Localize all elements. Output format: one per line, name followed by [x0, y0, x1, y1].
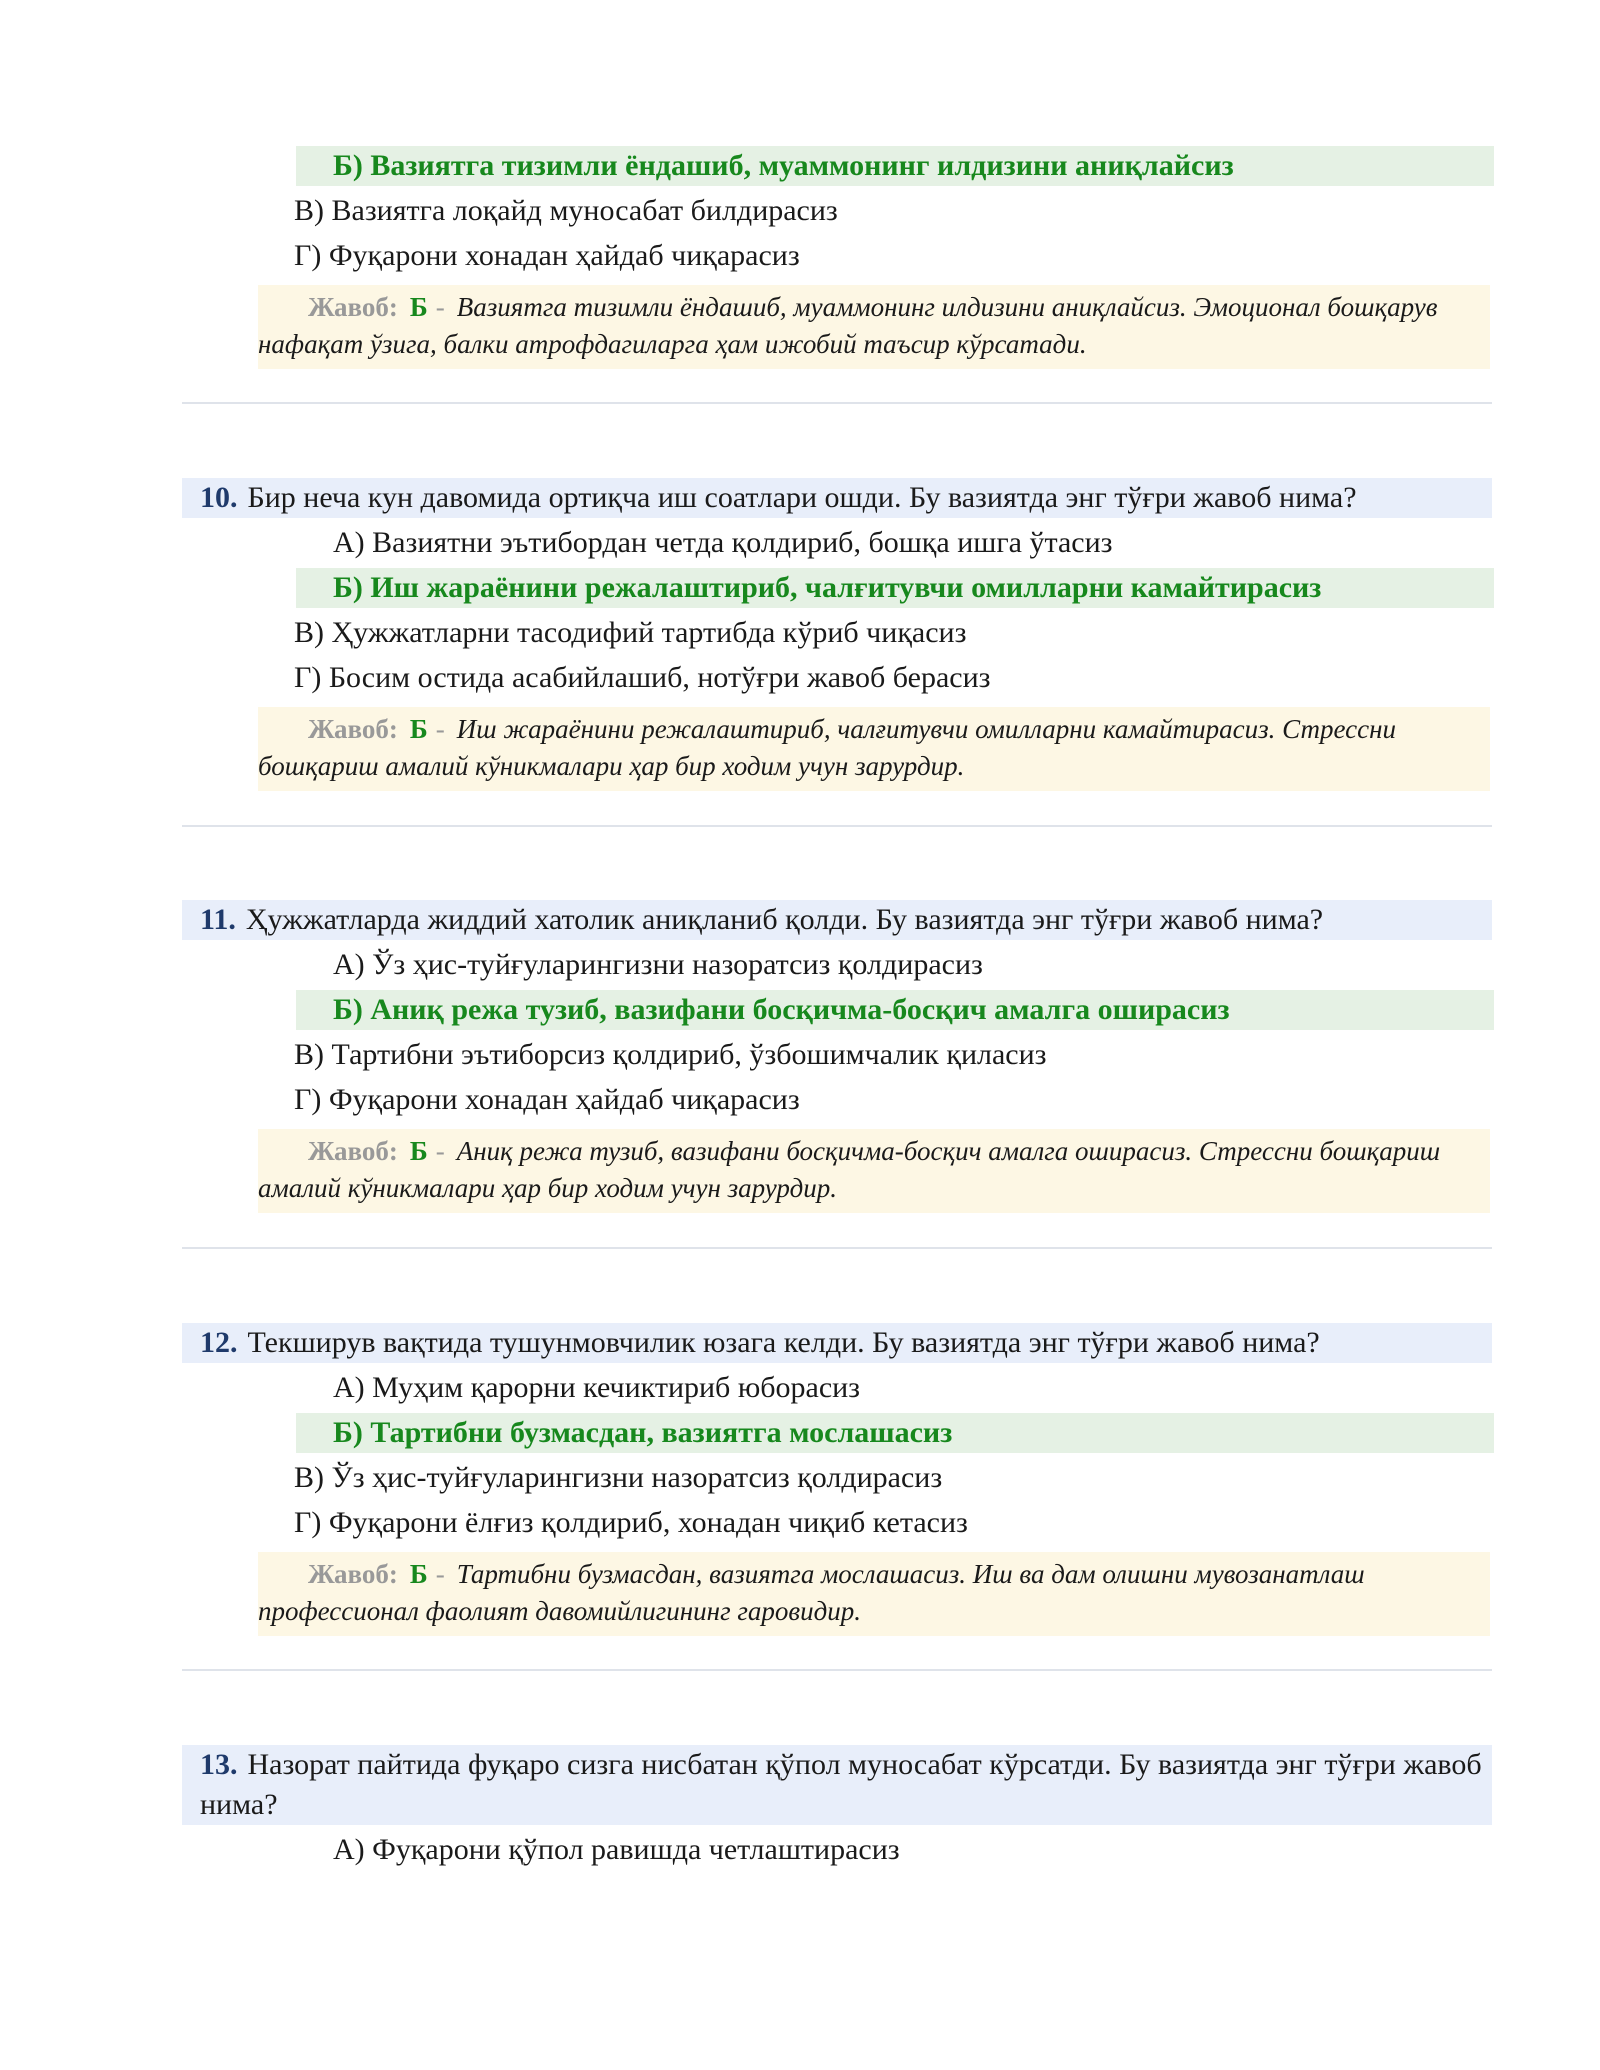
q9-option-g: Г) Фуқарони хонадан ҳайдаб чиқарасиз: [294, 239, 800, 272]
q10-option-g: Г) Босим остида асабийлашиб, нотўғри жавоб берасиз: [294, 661, 991, 694]
q12-answer-box: [258, 1552, 1490, 1636]
q10-option-b-correct: Б) Иш жараёнини режалаштириб, чалғитувчи омилларни камайтирасиз: [296, 568, 1494, 608]
answer-label: Жавоб:: [308, 714, 398, 744]
q11-question: [182, 900, 1492, 940]
q12-question: [182, 1323, 1492, 1363]
q12-option-b-correct: Б) Тартибни бузмасдан, вазиятга мослашасиз: [296, 1413, 1494, 1453]
answer-dash: -: [435, 714, 445, 744]
q10-option-a: А) Вазиятни эътибордан четда қолдириб, бошқа ишга ўтасиз: [333, 526, 1113, 559]
answer-letter: Б: [409, 1136, 428, 1166]
answer-text: Аниқ режа тузиб, вазифани босқичма-босқич амалга оширасиз. Стрессни бошқариш амалий кўникмалари ҳар бир ходим учун зарурдир.: [258, 1136, 1441, 1203]
q10-answer-box: [258, 707, 1490, 791]
q12-option-v: В) Ўз ҳис-туйғуларингизни назоратсиз қолдирасиз: [294, 1461, 943, 1494]
question-number: 10.: [200, 481, 238, 514]
q12-option-g: Г) Фуқарони ёлғиз қолдириб, хонадан чиқиб кетасиз: [294, 1506, 968, 1539]
answer-dash: -: [435, 292, 445, 322]
answer-letter: Б: [409, 714, 428, 744]
question-text: Назорат пайтида фуқаро сизга нисбатан қўпол муносабат кўрсатди. Бу вазиятда энг тўғри жавоб нима?: [200, 1748, 1482, 1821]
divider: [182, 825, 1492, 827]
question-text: Ҳужжатларда жиддий хатолик аниқланиб қолди. Бу вазиятда энг тўғри жавоб нима?: [245, 903, 1324, 936]
answer-text: Иш жараёнини режалаштириб, чалғитувчи омилларни камайтирасиз. Стрессни бошқариш амалий кўникмалари ҳар бир ходим учун зарурдир.: [258, 714, 1396, 781]
question-number: 11.: [200, 903, 236, 936]
divider: [182, 402, 1492, 404]
question-number: 12.: [200, 1326, 238, 1359]
question-text: Бир неча кун давомида ортиқча иш соатлари ошди. Бу вазиятда энг тўғри жавоб нима?: [247, 481, 1357, 514]
divider: [182, 1669, 1492, 1671]
answer-letter: Б: [409, 1559, 428, 1589]
answer-text: Вазиятга тизимли ёндашиб, муаммонинг илдизини аниқлайсиз. Эмоционал бошқарув нафақат ўзига, балки атрофдагиларга ҳам ижобий таъсир кўрсатади.: [258, 292, 1438, 359]
q10-option-v: В) Ҳужжатларни тасодифий тартибда кўриб чиқасиз: [294, 616, 967, 649]
answer-label: Жавоб:: [308, 1136, 398, 1166]
q10-question: [182, 478, 1492, 518]
answer-text: Тартибни бузмасдан, вазиятга мослашасиз. Иш ва дам олишни мувозанатлаш профессионал фаолият давомийлигининг гаровидир.: [258, 1559, 1365, 1626]
q13-question: [182, 1745, 1492, 1825]
q11-option-v: В) Тартибни эътиборсиз қолдириб, ўзбошимчалик қиласиз: [294, 1038, 1047, 1071]
q12-option-a: А) Муҳим қарорни кечиктириб юборасиз: [333, 1371, 861, 1404]
divider: [182, 1247, 1492, 1249]
answer-label: Жавоб:: [308, 292, 398, 322]
q13-option-a: А) Фуқарони қўпол равишда четлаштирасиз: [333, 1833, 900, 1866]
q9-option-b-correct: Б) Вазиятга тизимли ёндашиб, муаммонинг илдизини аниқлайсиз: [296, 146, 1494, 186]
question-number: 13.: [200, 1748, 238, 1781]
answer-letter: Б: [409, 292, 428, 322]
answer-dash: -: [435, 1136, 445, 1166]
q11-option-g: Г) Фуқарони хонадан ҳайдаб чиқарасиз: [294, 1083, 800, 1116]
q11-option-a: А) Ўз ҳис-туйғуларингизни назоратсиз қолдирасиз: [333, 948, 983, 981]
answer-label: Жавоб:: [308, 1559, 398, 1589]
q11-option-b-correct: Б) Аниқ режа тузиб, вазифани босқичма-босқич амалга оширасиз: [296, 990, 1494, 1030]
q11-answer-box: [258, 1129, 1490, 1213]
answer-dash: -: [435, 1559, 445, 1589]
q9-option-v: В) Вазиятга лоқайд муносабат билдирасиз: [294, 194, 838, 227]
question-text: Текширув вақтида тушунмовчилик юзага келди. Бу вазиятда энг тўғри жавоб нима?: [247, 1326, 1320, 1359]
q9-answer-box: [258, 285, 1490, 369]
